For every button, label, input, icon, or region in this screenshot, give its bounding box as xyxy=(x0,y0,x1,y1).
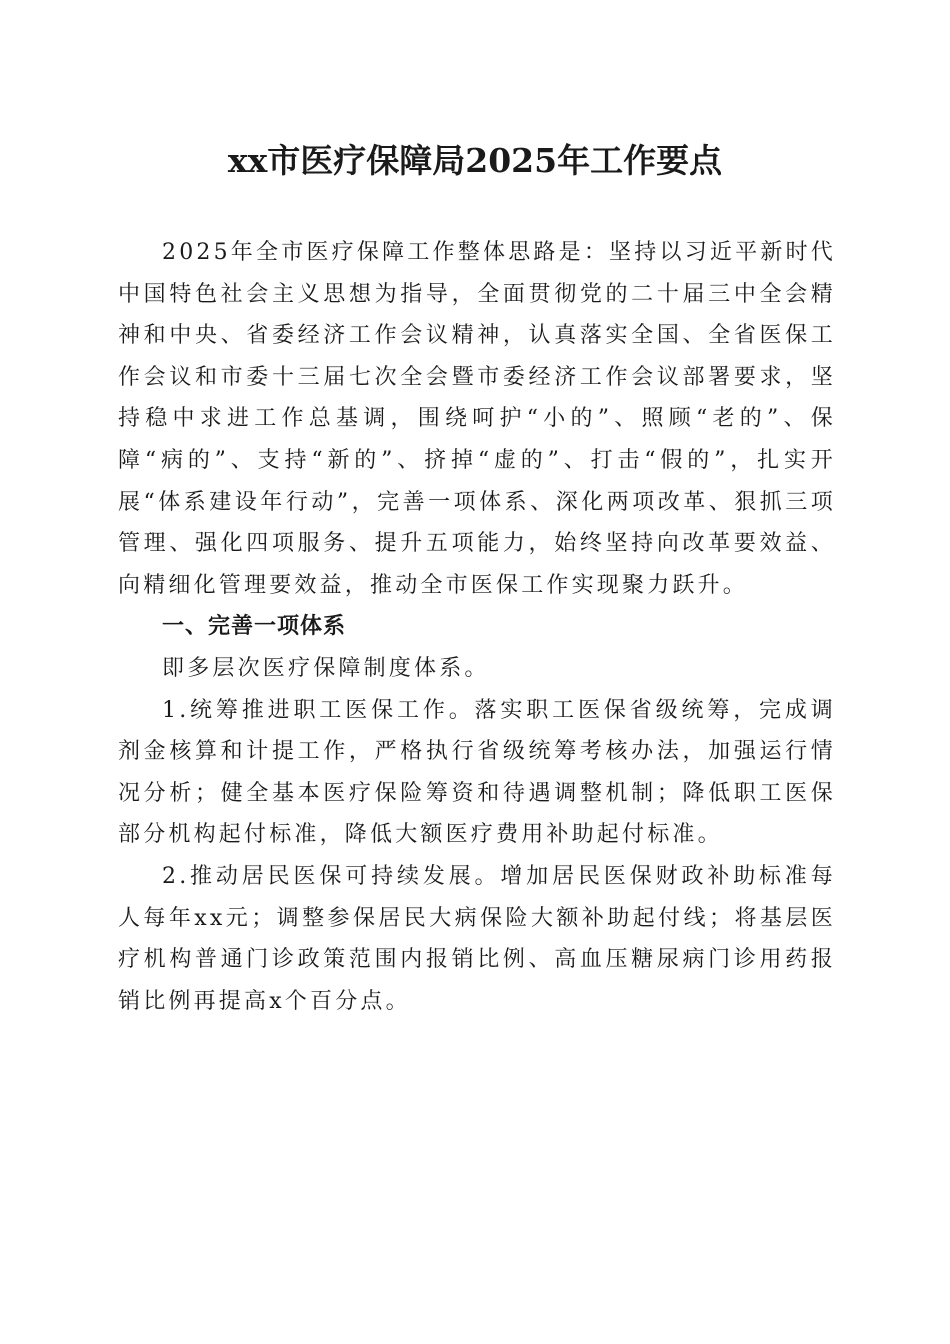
section-lead: 即多层次医疗保障制度体系。 xyxy=(162,655,490,681)
section-heading: 一、完善一项体系 xyxy=(162,614,347,640)
document-body xyxy=(118,232,836,1022)
document-title: xx市医疗保障局2025年工作要点 xyxy=(227,141,723,180)
section-item-2: 2.推动居民医保可持续发展。增加居民医保财政补助标准每人每年xx元；调整参保居民大病保险大额补助起付线；将基层医疗机构普通门诊政策范围内报销比例、高血压糖尿病门诊用药报销比例再提高x个百分点。 xyxy=(118,863,836,1014)
intro-paragraph: 2025年全市医疗保障工作整体思路是：坚持以习近平新时代中国特色社会主义思想为指导，全面贯彻党的二十届三中全会精神和中央、省委经济工作会议精神，认真落实全国、全省医保工作会议和市委十三届七次全会暨市委经济工作会议部署要求，坚持稳中求进工作总基调，围绕呵护“小的”、照顾“老的”、保障“病的”、支持“新的”、挤掉“虚的”、打击“假的”，扎实开展“体系建设年行动”，完善一项体系、深化两项改革、狠抓三项管理、强化四项服务、提升五项能力，始终坚持向改革要效益、向精细化管理要效益，推动全市医保工作实现聚力跃升。 xyxy=(118,240,836,598)
section-item-1: 1.统筹推进职工医保工作。落实职工医保省级统筹，完成调剂金核算和计提工作，严格执行省级统筹考核办法，加强运行情况分析；健全基本医疗保险筹资和待遇调整机制；降低职工医保部分机构起付标准，降低大额医疗费用补助起付标准。 xyxy=(118,697,836,848)
